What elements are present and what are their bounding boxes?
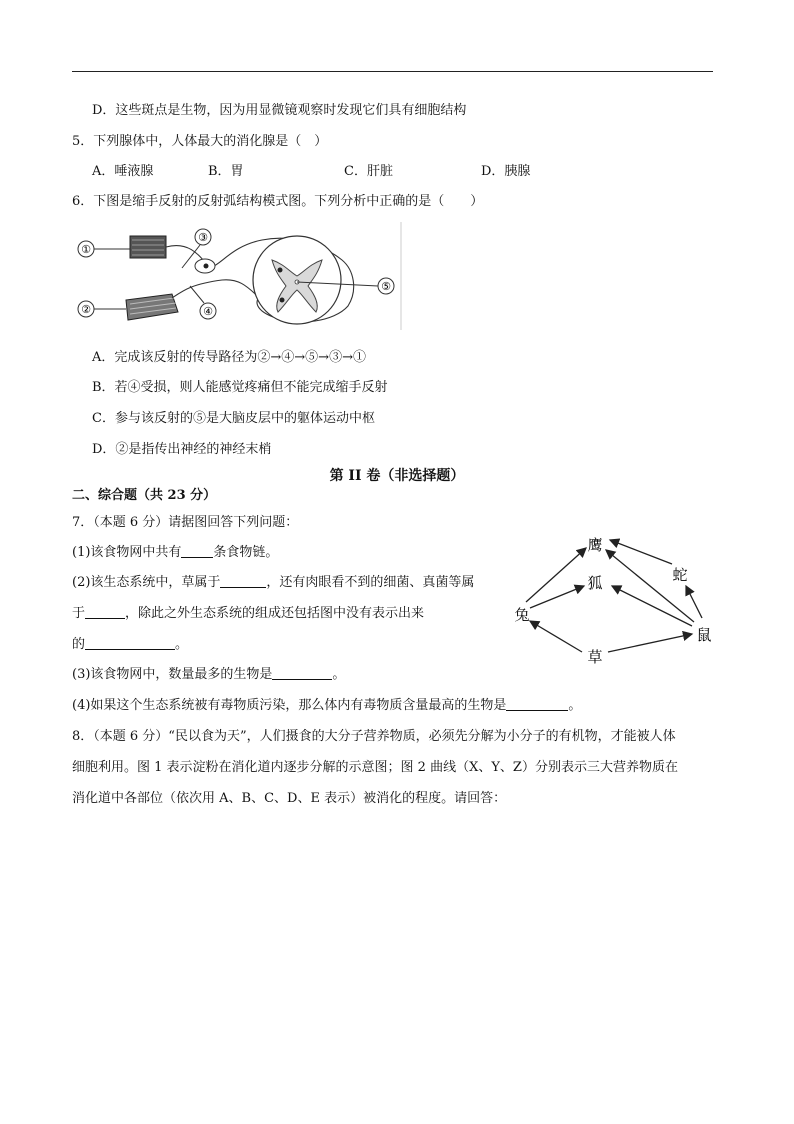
q6-stem: 6．下图是缩手反射的反射弧结构模式图。下列分析中正确的是（ ） — [72, 194, 484, 209]
arrow-mouse-snake — [686, 586, 702, 618]
arrow-rabbit-fox — [530, 586, 584, 608]
q7-line-5-start: (3)该食物网中，数量最多的生物是 — [72, 667, 273, 682]
q5-option-c: C．肝脏 — [344, 164, 393, 179]
q7-line-4-start: 的 — [72, 637, 86, 652]
section-2-heading: 二、综合题（共 23 分） — [72, 488, 217, 503]
q5-option-b: B．胃 — [208, 164, 244, 179]
q7-line-1-end: 条食物链。 — [213, 545, 279, 560]
header-rule — [72, 71, 713, 72]
part-2-title: 第 II 卷（非选择题） — [329, 468, 465, 484]
web-grass: 草 — [587, 648, 603, 666]
diagram-label-1: ① — [81, 243, 91, 256]
q7-stem: 7．（本题 6 分）请据图回答下列问题： — [72, 515, 299, 530]
q7-line-2-end: ，还有肉眼看不到的细菌、真菌等属 — [266, 575, 475, 590]
q7-blank-3[interactable] — [85, 605, 125, 619]
q7-line-5 — [72, 666, 345, 684]
web-mouse: 鼠 — [696, 626, 712, 644]
q5-stem: 5．下列腺体中，人体最大的消化腺是（ ） — [72, 134, 328, 149]
q7-line-3 — [72, 605, 424, 623]
arrow-grass-rabbit — [530, 621, 582, 652]
q8-line-3: 消化道中各部位（依次用 A、B、C、D、E 表示）被消化的程度。请回答： — [72, 791, 507, 806]
q7-line-1 — [72, 544, 278, 562]
diagram-label-4: ④ — [203, 305, 213, 318]
q7-blank-4[interactable] — [85, 636, 175, 650]
q7-line-5-end: 。 — [332, 667, 346, 682]
arrow-mouse-fox — [612, 586, 692, 626]
q7-line-2-start: (2)该生态系统中，草属于 — [72, 575, 221, 590]
q7-line-6-end: 。 — [568, 698, 582, 713]
q7-blank-6[interactable] — [506, 697, 568, 711]
q6-option-d: D．②是指传出神经的神经末梢 — [92, 442, 272, 457]
food-web-diagram — [508, 528, 718, 670]
q7-line-3-end: ，除此之外生态系统的组成还包括图中没有表示出来 — [125, 606, 425, 621]
q7-line-2 — [72, 574, 474, 592]
q7-line-4-end: 。 — [175, 637, 189, 652]
q6-option-c: C．参与该反射的⑤是大脑皮层中的躯体运动中枢 — [92, 411, 375, 426]
q7-line-3-start: 于 — [72, 606, 86, 621]
diagram-label-2: ② — [81, 303, 91, 316]
q4-option-d: D．这些斑点是生物，因为用显微镜观察时发现它们具有细胞结构 — [92, 103, 467, 118]
q5-option-d: D．胰腺 — [481, 164, 531, 179]
q6-option-a: A．完成该反射的传导路径为②→④→⑤→③→① — [92, 350, 366, 365]
diagram-label-3: ③ — [198, 231, 208, 244]
q5-option-a: A．唾液腺 — [92, 164, 154, 179]
q7-line-1-start: (1)该食物网中共有 — [72, 545, 182, 560]
q8-line-1: 8．（本题 6 分）“民以食为天”，人们摄食的大分子营养物质，必须先分解为小分子的有机物，才能被人体 — [72, 729, 676, 744]
q7-line-6 — [72, 697, 581, 715]
q7-blank-5[interactable] — [272, 666, 332, 680]
web-snake: 蛇 — [672, 566, 688, 584]
arrow-rabbit-eagle — [526, 548, 586, 602]
muscle-effector — [126, 294, 178, 320]
arrow-grass-mouse — [608, 634, 692, 652]
q7-blank-1[interactable] — [181, 544, 213, 558]
q7-line-6-start: (4)如果这个生态系统被有毒物质污染，那么体内有毒物质含量最高的生物是 — [72, 698, 507, 713]
web-fox: 狐 — [587, 574, 603, 592]
web-rabbit: 兔 — [514, 606, 530, 624]
efferent-nerve — [172, 280, 262, 300]
q7-line-4 — [72, 636, 188, 654]
q8-line-2: 细胞利用。图 1 表示淀粉在消化道内逐步分解的示意图；图 2 曲线（X、Y、Z）分别表示三大营养物质在 — [72, 760, 678, 775]
arrow-mouse-eagle — [606, 550, 694, 622]
q6-option-b: B．若④受损，则人能感觉疼痛但不能完成缩手反射 — [92, 380, 388, 395]
diagram-label-5: ⑤ — [381, 280, 391, 293]
reflex-arc-diagram — [72, 220, 404, 332]
web-eagle: 鹰 — [587, 536, 603, 554]
q7-blank-2[interactable] — [220, 574, 266, 588]
